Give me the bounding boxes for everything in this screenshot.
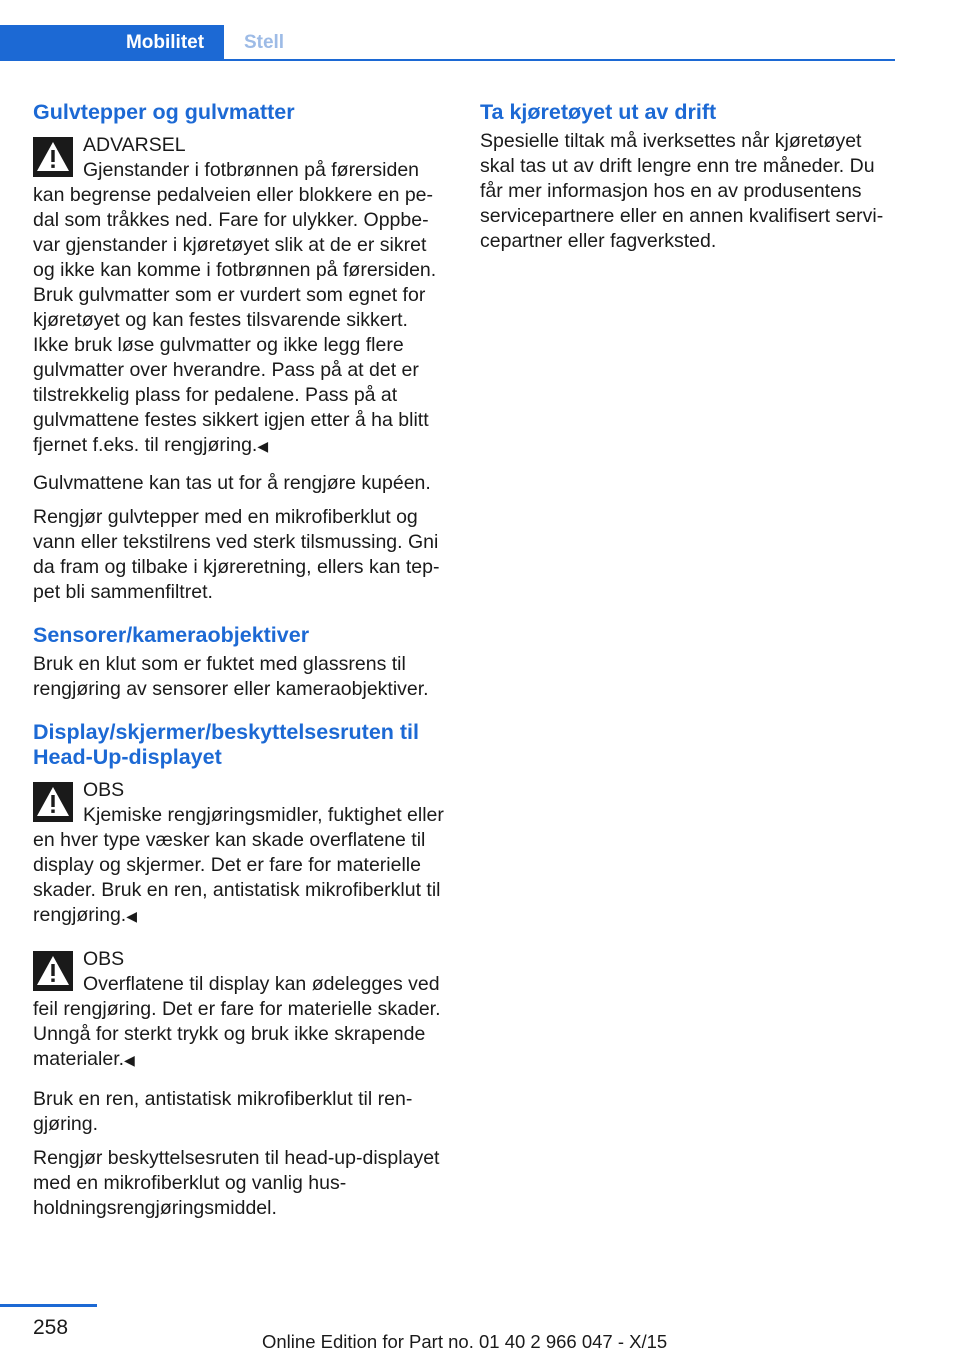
paragraph: Spesielle tiltak må iverksettes når kjøretøyet skal tas ut av drift lengre enn tre måneder. Du får mer informasjon hos en av produsentens servicepartnere eller en annen kvalifisert servicepartner eller fagverksted.: [480, 130, 884, 252]
left-column: [33, 100, 449, 1230]
tab-stell[interactable]: Stell: [243, 32, 285, 53]
paragraph: Rengjør gulvtepper med en mikrofiberklut og vann eller tekstilrens ved sterk tilsmussing. Gni da fram og tilbake i kjøreretning, ellers kan teppet bli sammenfiltret.: [33, 506, 440, 603]
paragraph: Rengjør beskyttelsesruten til head-up-displayet med en mikrofiberklut og vanlig husholdningsrengjøringsmiddel.: [33, 1147, 440, 1219]
warning-text: Gjenstander i fotbrønnen på førersiden kan begrense pedalveien eller blokkere en pedal som tråkkes ned. Fare for ulykker. Oppbevar gjenstander i kjøretøyet slik at de er sikret og ikke kan komme i fotbrønnen på førersiden. Bruk gulvmatter som er vurdert som egnet for kjøretøyet og kan festes tilsvarende sikkert. Ikke bruk løse gulvmatter og ikke legg flere gulvmatter over hverandre. Pass på at det er tilstrekkelig plass for pedalene. Pass på at gulvmattene festes sikkert igjen etter å ha blitt fjernet f.eks. til rengjøring.: [33, 159, 437, 456]
tab-accent-block: [0, 25, 106, 61]
warning-triangle-icon: [33, 782, 73, 822]
paragraph: Gulvmattene kan tas ut for å rengjøre kupéen.: [33, 472, 431, 494]
section-title-sensorer: Sensorer/kameraobjektiver: [33, 623, 310, 647]
section-title-display: Display/skjermer/beskyttelsesruten til Head-Up-displayet: [33, 720, 419, 769]
warning-label: OBS: [83, 779, 125, 801]
end-marker: ◀: [124, 1052, 135, 1068]
end-marker: ◀: [126, 908, 137, 924]
paragraph: Bruk en klut som er fuktet med glassrens til rengjøring av sensorer eller kameraobjektiver.: [33, 653, 429, 700]
section-title-gulvtepper: Gulvtepper og gulvmatter: [33, 100, 295, 124]
end-marker: ◀: [257, 438, 269, 454]
warning-triangle-icon: [33, 137, 73, 177]
warning-triangle-icon: [33, 951, 73, 991]
edition-text: Online Edition for Part no. 01 40 2 966 047 - X/15: [262, 1331, 668, 1352]
tab-underline: [224, 59, 895, 61]
warning-text: Overflatene til display kan ødelegges ved feil rengjøring. Det er fare for materielle skader. Unngå for sterkt trykk og bruk ikke skrapende materialer.: [33, 973, 441, 1070]
warning-label: OBS: [83, 948, 125, 970]
warning-block-advarsel: [33, 133, 449, 459]
right-column: [480, 100, 896, 263]
page-number: 258: [33, 1316, 69, 1339]
footer-accent-line: [0, 1304, 97, 1307]
tab-mobilitet[interactable]: Mobilitet: [106, 25, 224, 61]
warning-block-obs: [33, 778, 449, 929]
paragraph: Bruk en ren, antistatisk mikrofiberklut til rengjøring.: [33, 1088, 413, 1135]
chapter-tabbar: [0, 25, 895, 61]
warning-block-obs: [33, 947, 449, 1073]
section-title-ta-ut-av-drift: Ta kjøretøyet ut av drift: [480, 100, 717, 124]
warning-label: ADVARSEL: [83, 134, 186, 156]
warning-text: Kjemiske rengjøringsmidler, fuktighet eller en hver type væsker kan skade overflatene til display og skjermer. Det er fare for materielle skader. Bruk en ren, antistatisk mikrofiberklut til rengjøring.: [33, 804, 444, 926]
